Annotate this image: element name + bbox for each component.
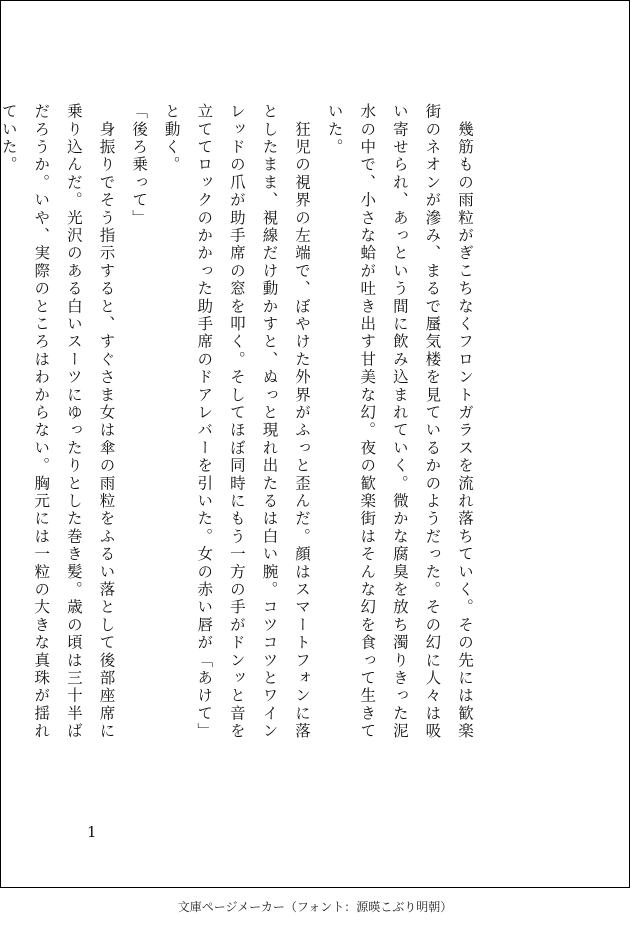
paragraph: 身振りでそう指示すると、すぐさま女は傘の雨粒をふるい落として後部座席に乗り込んだ。光沢のある白いスーツにゆったりとした巻き髪。歳の頃は三十半ばだろうか。いや、実際のところはわからない。胸元には一粒の大きな真珠が揺れていた。 (0, 103, 116, 741)
footer-credit: 文庫ページメーカー（フォント：源暎こぶり明朝） (177, 900, 453, 914)
page-number: 1 (87, 823, 97, 841)
vertical-body-text (0, 103, 481, 743)
dialogue-line: 「後ろ乗って」 (130, 103, 149, 227)
paragraph: 狂児の視界の左端で、ぼやけた外界がふっと歪んだ。顔はスマートフォンに落としたまま、視線だけ動かすと、ぬっと現れ出たるは白い腕。コツコツとワインレッドの爪が助手席の窓を叩く。そしてほぼ同時にもう一方の手がドンッと音を立ててロックのかかった助手席のドアレバーを引いた。女の赤い唇が「あけて」と動く。 (162, 103, 312, 741)
paragraph: 幾筋もの雨粒がぎこちなくフロントガラスを流れ落ちていく。その先には歓楽街のネオンが滲み、まるで蜃気楼を見ているかのようだった。その幻に人々は吸い寄せられ、あっという間に飲み込まれていく。微かな腐臭を放ち濁りきった泥水の中で、小さな蛤が吐き出す甘美な幻。夜の歓楽街はそんな幻を食って生きていた。 (325, 103, 474, 741)
